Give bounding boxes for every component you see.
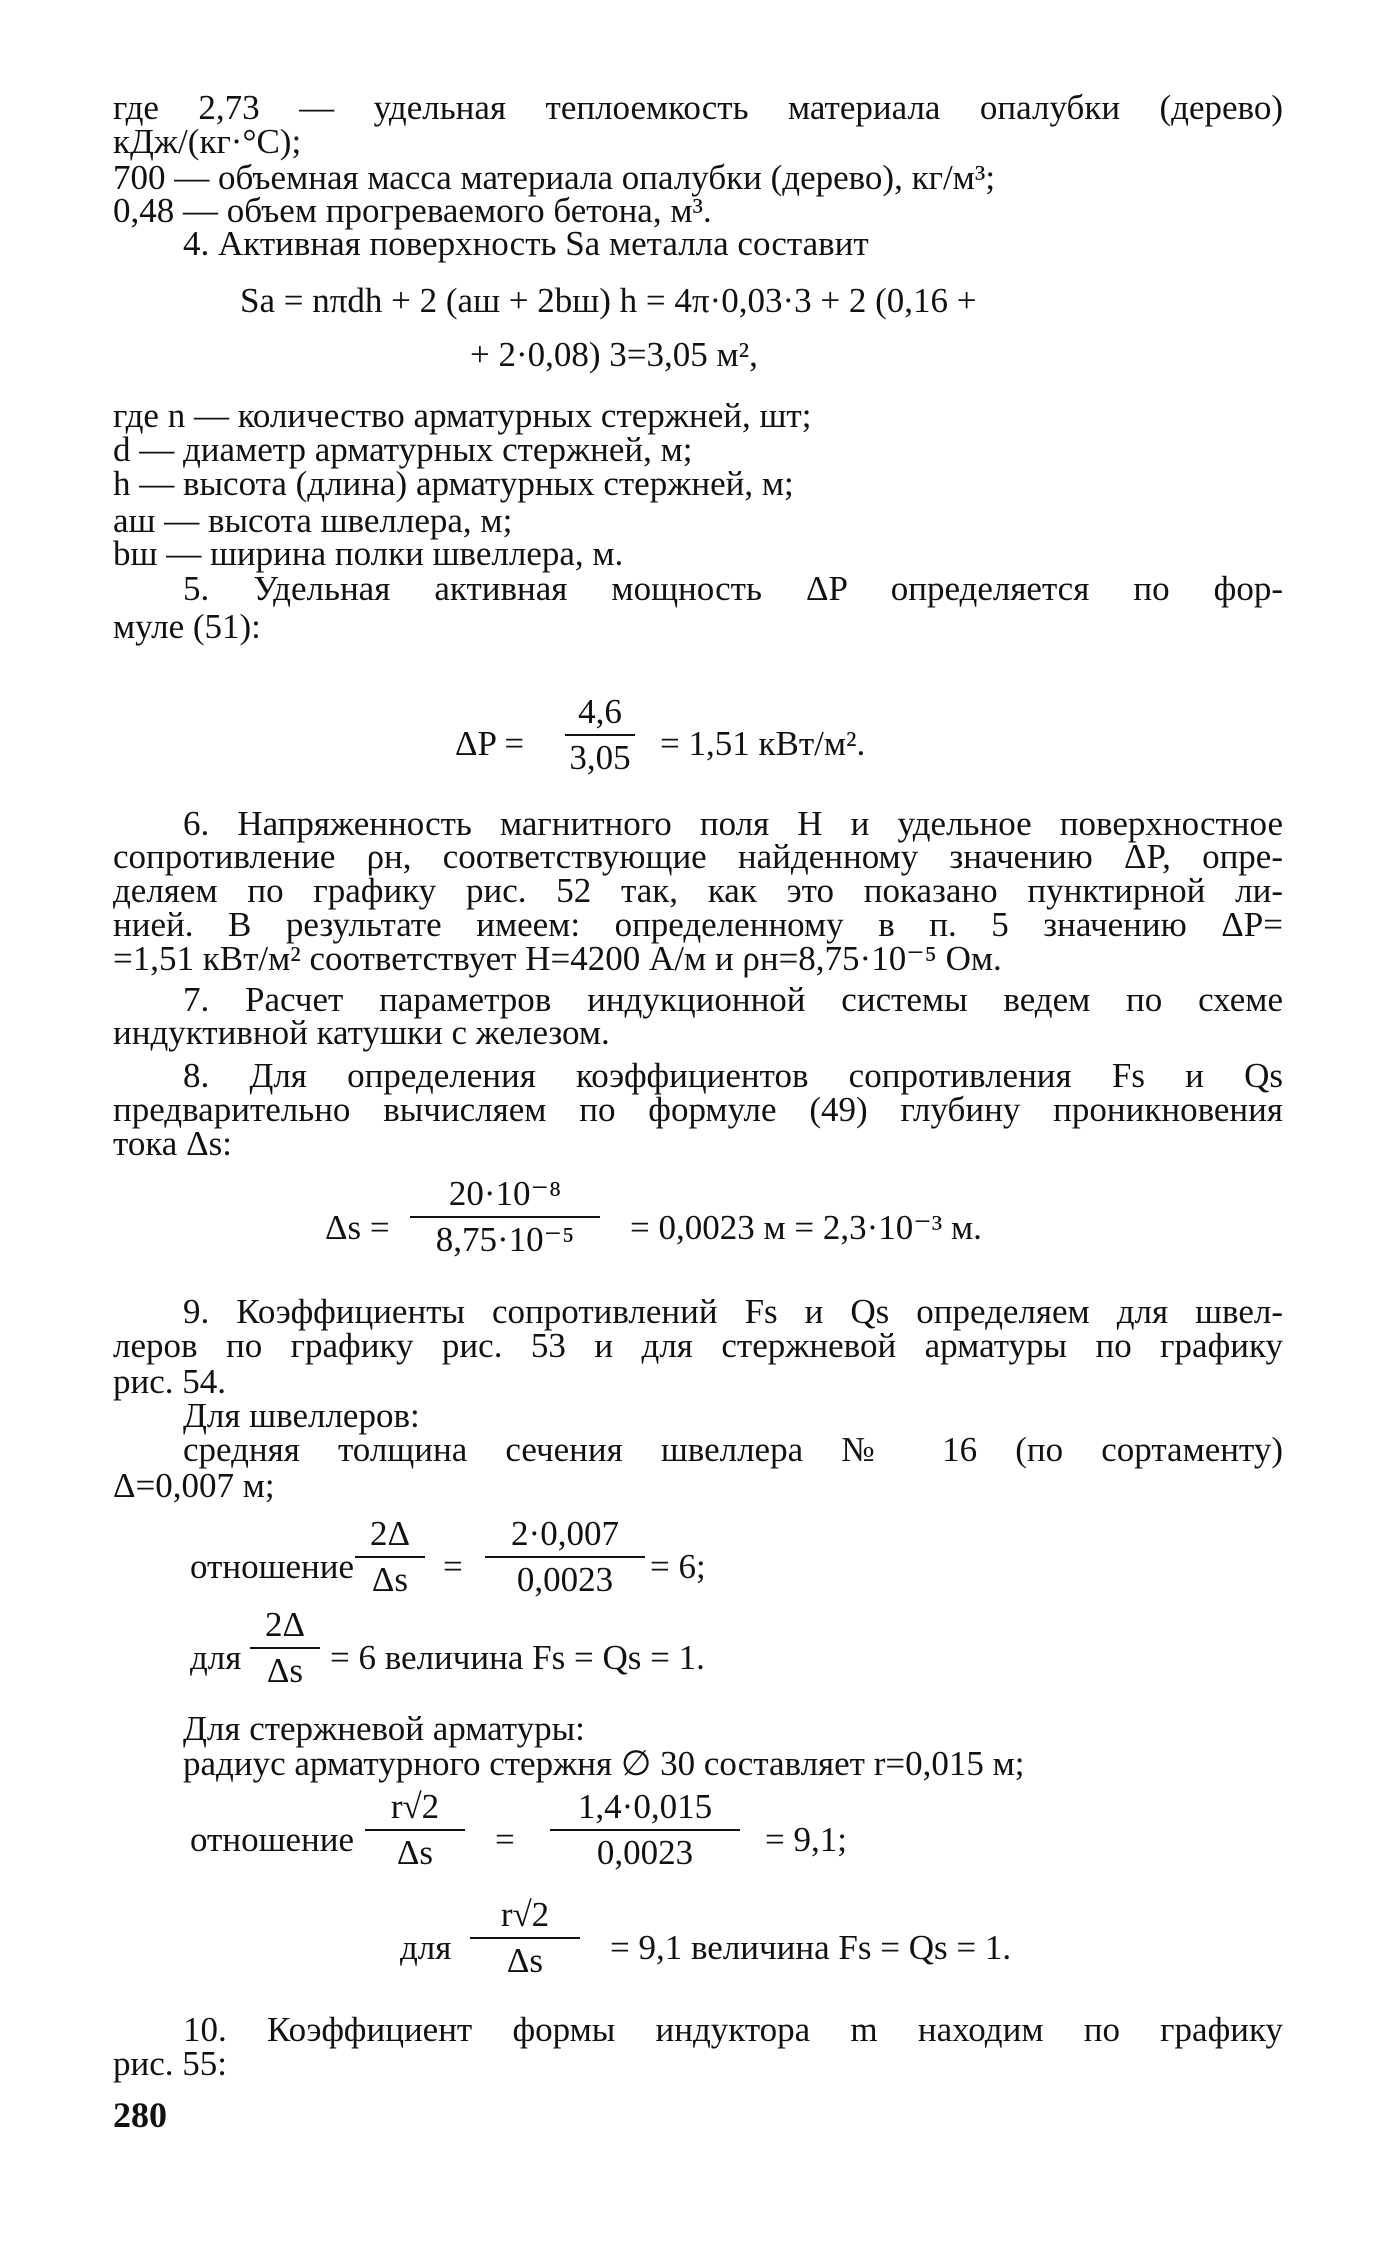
denominator: Δs (396, 1833, 434, 1872)
formula-ratio2-rhs: = 9,1; (765, 1820, 847, 1859)
page-number: 280 (113, 2095, 167, 2135)
numerator: r√2 (500, 1895, 550, 1934)
numerator: 2Δ (369, 1514, 410, 1553)
formula-ratio1-fraction-a (355, 1516, 425, 1598)
fraction-bar (565, 734, 635, 736)
numerator: 1,4·0,015 (577, 1787, 713, 1826)
formula-ratio2-fraction-a (365, 1789, 465, 1871)
text-line: сопротивление ρн, соответствующие найденному значению ΔP, опре- (113, 837, 1283, 876)
text-line: 4. Активная поверхность Sа металла составит (183, 224, 869, 263)
formula-cond1-prefix: для (190, 1638, 242, 1677)
denominator: Δs (266, 1651, 304, 1690)
denominator: Δs (506, 1941, 544, 1980)
formula-ratio1-prefix: отношение (190, 1547, 355, 1586)
equals-sign: = (495, 1820, 515, 1859)
text-line: нией. В результате имеем: определенному в п. 5 значению ΔP= (113, 905, 1283, 944)
text-line: предварительно вычисляем по формуле (49) глубину проникновения (113, 1090, 1283, 1129)
formula-depth-lhs: Δs = (325, 1208, 390, 1247)
numerator: r√2 (390, 1787, 440, 1826)
formula-ratio2-fraction-b (550, 1789, 740, 1871)
formula-depth-fraction (410, 1176, 600, 1258)
text-line: aш — высота швеллера, м; (113, 501, 513, 540)
formula-cond2-prefix: для (400, 1928, 452, 1967)
formula-cond1-fraction (250, 1607, 320, 1689)
text-line: где 2,73 — удельная теплоемкость материала опалубки (дерево) (113, 88, 1283, 127)
formula-power-fraction (565, 694, 635, 776)
numerator: 4,6 (578, 692, 622, 731)
text-line: 9. Коэффициенты сопротивлений Fs и Qs определяем для швел- (183, 1292, 1283, 1331)
formula-ratio1-rhs: = 6; (650, 1547, 706, 1586)
text-line: деляем по графику рис. 52 так, как это показано пунктирной ли- (113, 871, 1283, 910)
text-line: где n — количество арматурных стержней, шт; (113, 396, 812, 435)
formula-surface-line2: + 2·0,08) 3=3,05 м², (470, 335, 758, 374)
text-line: радиус арматурного стержня ∅ 30 составляет r=0,015 м; (183, 1744, 1025, 1783)
text-line: 8. Для определения коэффициентов сопротивления Fs и Qs (183, 1056, 1283, 1095)
denominator: 0,0023 (596, 1833, 694, 1872)
formula-cond2-fraction (470, 1897, 580, 1979)
text-line: муле (51): (113, 607, 261, 646)
numerator: 2·0,007 (511, 1514, 619, 1553)
text-line: Для стержневой арматуры: (183, 1709, 585, 1748)
text-line: 10. Коэффициент формы индуктора m находим по графику (183, 2010, 1283, 2049)
text-line: средняя толщина сечения швеллера № 16 (по сортаменту) (183, 1430, 1283, 1469)
formula-ratio2-prefix: отношение (190, 1820, 355, 1859)
formula-depth-rhs: = 0,0023 м = 2,3·10⁻³ м. (630, 1208, 982, 1247)
formula-ratio1-fraction-b (485, 1516, 645, 1598)
fraction-bar (485, 1556, 645, 1558)
denominator: 3,05 (569, 738, 631, 777)
fraction-bar (365, 1829, 465, 1831)
denominator: 0,0023 (516, 1560, 614, 1599)
formula-cond2-rhs: = 9,1 величина Fs = Qs = 1. (610, 1928, 1012, 1967)
fraction-bar (470, 1937, 580, 1939)
text-line: h — высота (длина) арматурных стержней, м; (113, 464, 794, 503)
numerator: 20·10⁻⁸ (448, 1174, 562, 1213)
text-line: рис. 54. (113, 1362, 227, 1401)
text-line: Для швеллеров: (183, 1396, 420, 1435)
fraction-bar (550, 1829, 740, 1831)
fraction-bar (410, 1216, 600, 1218)
text-line: d — диаметр арматурных стержней, м; (113, 430, 693, 469)
text-line: тока Δs: (113, 1124, 232, 1163)
text-line: 6. Напряженность магнитного поля H и удельное поверхностное (183, 804, 1283, 843)
denominator: 8,75·10⁻⁵ (435, 1220, 575, 1259)
text-line: леров по графику рис. 53 и для стержневой арматуры по графику (113, 1326, 1283, 1365)
formula-power-lhs: ΔP = (455, 724, 525, 763)
text-line: индуктивной катушки с железом. (113, 1013, 610, 1052)
text-line: рис. 55: (113, 2044, 227, 2083)
text-line: 7. Расчет параметров индукционной системы ведем по схеме (183, 980, 1283, 1019)
text-line: bш — ширина полки швеллера, м. (113, 534, 624, 573)
denominator: Δs (371, 1560, 409, 1599)
formula-cond1-rhs: = 6 величина Fs = Qs = 1. (330, 1638, 705, 1677)
text-line: 5. Удельная активная мощность ΔP определяется по фор- (183, 569, 1283, 608)
text-line: =1,51 кВт/м² соответствует H=4200 А/м и ρн=8,75·10⁻⁵ Ом. (113, 939, 1002, 978)
text-line: кДж/(кг·°С); (113, 122, 302, 161)
numerator: 2Δ (264, 1605, 305, 1644)
equals-sign: = (443, 1547, 463, 1586)
fraction-bar (355, 1556, 425, 1558)
text-line: 0,48 — объем прогреваемого бетона, м³. (113, 191, 712, 230)
fraction-bar (250, 1647, 320, 1649)
text-line: 700 — объемная масса материала опалубки (дерево), кг/м³; (113, 158, 996, 197)
formula-surface-line1: Sа = nπdh + 2 (aш + 2bш) h = 4π·0,03·3 + 2 (0,16 + (240, 281, 977, 320)
formula-power-rhs: = 1,51 кВт/м². (660, 724, 866, 763)
text-line: Δ=0,007 м; (113, 1466, 275, 1505)
